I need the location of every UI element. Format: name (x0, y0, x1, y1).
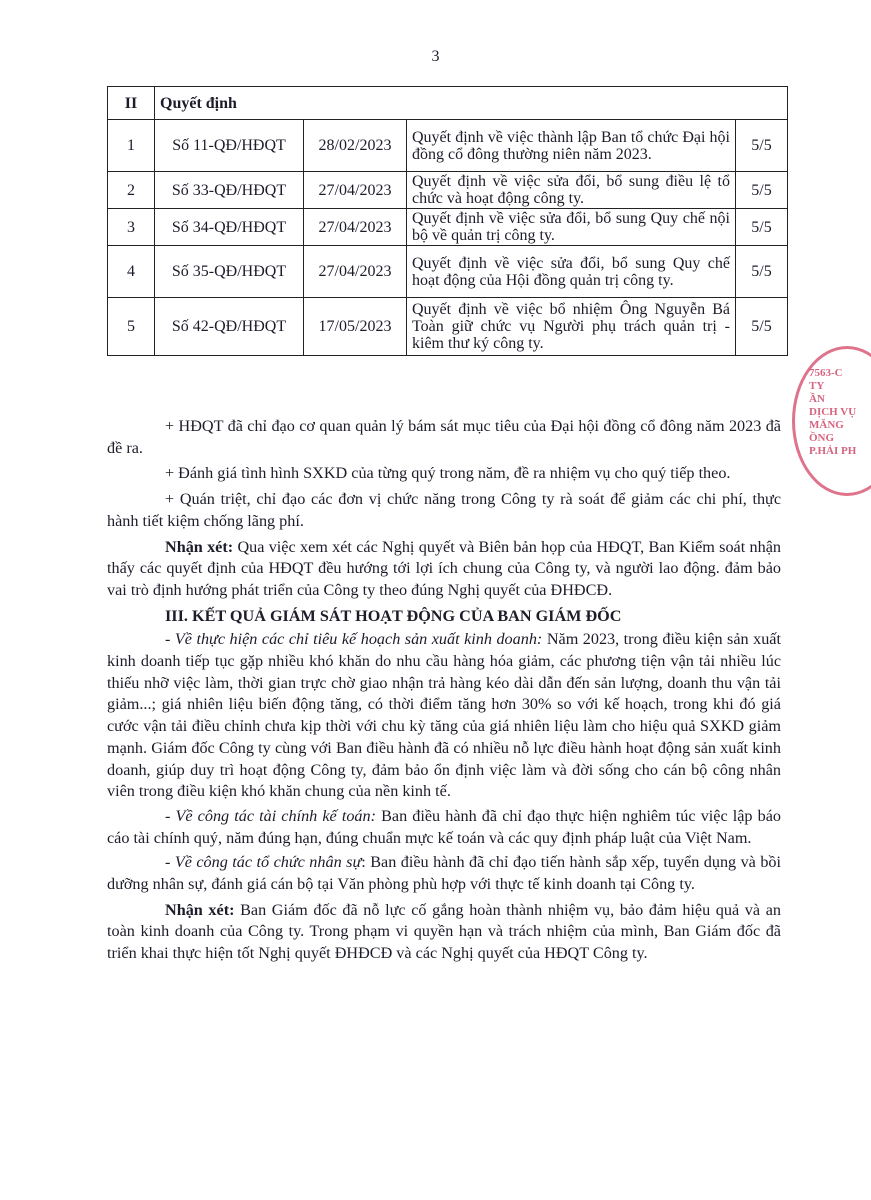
table-row (108, 120, 788, 172)
company-seal-stamp (792, 346, 871, 496)
decision-vote: 5/5 (736, 246, 788, 298)
decision-code: Số 34-QĐ/HĐQT (155, 209, 304, 246)
decision-content: Quyết định về việc bổ nhiệm Ông Nguyễn Bá Toàn giữ chức vụ Người phụ trách quản trị - kiêm thư ký công ty. (407, 298, 736, 356)
section-heading: III. KẾT QUẢ GIÁM SÁT HOẠT ĐỘNG CỦA BAN GIÁM ĐỐC (165, 606, 622, 625)
stamp-line: ỒNG (809, 432, 835, 444)
decision-date: 27/04/2023 (304, 209, 407, 246)
stamp-line: MĂNG (809, 419, 844, 431)
personnel-paragraph (107, 852, 781, 895)
decision-date: 28/02/2023 (304, 120, 407, 172)
decision-code: Số 33-QĐ/HĐQT (155, 172, 304, 209)
remark-text: Qua việc xem xét các Nghị quyết và Biên bản họp của HĐQT, Ban Kiểm soát nhận thấy các quyết định của HĐQT đều hướng tới lợi ích chung của Công ty, và người lao động. đảm bảo vai trò định hướng phát triển của Công ty theo đúng Nghị quyết của ĐHĐCĐ. (107, 537, 781, 599)
decision-date: 27/04/2023 (304, 246, 407, 298)
decision-date: 17/05/2023 (304, 298, 407, 356)
decision-content: Quyết định về việc sửa đổi, bổ sung Quy chế nội bộ về quản trị công ty. (407, 209, 736, 246)
decision-code: Số 42-QĐ/HĐQT (155, 298, 304, 356)
section-number: II (108, 87, 155, 120)
decision-content: Quyết định về việc thành lập Ban tổ chức Đại hội đồng cổ đông thường niên năm 2023. (407, 120, 736, 172)
stamp-line: ẦN (809, 393, 825, 405)
bullet-paragraph: + Quán triệt, chỉ đạo các đơn vị chức năng trong Công ty rà soát để giảm các chi phí, thực hành tiết kiệm chống lãng phí. (107, 490, 781, 530)
item-text: : Ban điều hành đã chỉ đạo tiến hành sắp xếp, tuyển dụng và bồi dưỡng nhân sự, đánh giá cán bộ tại Văn phòng phù hợp với thực tế kinh doanh tại Công ty. (107, 853, 782, 894)
finance-paragraph (107, 806, 781, 849)
decision-date: 27/04/2023 (304, 172, 407, 209)
decision-vote: 5/5 (736, 120, 788, 172)
item-label: - Về công tác tài chính kế toán: (165, 806, 376, 825)
stamp-line: DỊCH VỤ (809, 406, 857, 418)
bullet-paragraph: + Đánh giá tình hình SXKD của từng quý trong năm, đề ra nhiệm vụ cho quý tiếp theo. (165, 464, 731, 483)
stamp-line: 7563-C (809, 367, 843, 379)
decision-code: Số 35-QĐ/HĐQT (155, 246, 304, 298)
item-text: Năm 2023, trong điều kiện sản xuất kinh doanh tiếp tục gặp nhiều khó khăn do nhu cầu hàng hóa giảm, các phương tiện vận tải nhiều lúc thiếu nhỡ việc làm, thời gian trực chờ giao nhận trả hàng kéo dài dẫn đến sản lượng, doanh thu vận tải giảm...; giá nhiên liệu biến động tăng, có thời điểm tăng hơn 30% so với kế hoạch, trong khi đó giá cước vận tải điều chỉnh chưa kịp thời với chu kỳ tăng của giá nhiên liệu làm cho hiệu quả SXKD giảm mạnh. Giám đốc Công ty cùng với Ban điều hành đã có nhiều nỗ lực điều hành hoạt động sản xuất kinh doanh, giúp duy trì hoạt động Công ty, đảm bảo ổn định việc làm và đời sống cho cán bộ công nhân viên trong điều kiện khó khăn chung của nền kinh tế. (107, 630, 781, 801)
row-number: 2 (108, 172, 155, 209)
decision-code: Số 11-QĐ/HĐQT (155, 120, 304, 172)
decisions-table (107, 86, 788, 356)
decision-vote: 5/5 (736, 209, 788, 246)
decision-content: Quyết định về việc sửa đổi, bổ sung Quy chế hoạt động của Hội đồng quản trị công ty. (407, 246, 736, 298)
row-number: 5 (108, 298, 155, 356)
row-number: 4 (108, 246, 155, 298)
item-label: - Về công tác tổ chức nhân sự (165, 853, 362, 872)
management-remark-paragraph (107, 900, 781, 965)
bullet-paragraph: + HĐQT đã chỉ đạo cơ quan quản lý bám sát mục tiêu của Đại hội đồng cổ đông năm 2023 đã đề ra. (107, 417, 781, 457)
section-title: Quyết định (155, 87, 788, 120)
report-body (107, 416, 781, 969)
item-text: Ban điều hành đã chỉ đạo thực hiện nghiêm túc việc lập báo cáo tài chính quý, năm đúng hạn, đúng chuẩn mực kế toán và các quy định pháp luật của Việt Nam. (107, 806, 781, 847)
remark-label: Nhận xét: (165, 900, 235, 919)
decision-vote: 5/5 (736, 172, 788, 209)
remark-label: Nhận xét: (165, 537, 234, 556)
row-number: 1 (108, 120, 155, 172)
stamp-line: TY (809, 380, 825, 392)
table-section-header (108, 87, 788, 120)
row-number: 3 (108, 209, 155, 246)
stamp-line: P.HẢI PH (809, 445, 857, 457)
decision-content: Quyết định về việc sửa đổi, bổ sung điều lệ tổ chức và hoạt động công ty. (407, 172, 736, 209)
table-row (108, 246, 788, 298)
business-plan-paragraph (107, 629, 781, 803)
page-number: 3 (431, 48, 440, 65)
table-row (108, 209, 788, 246)
table-row (108, 172, 788, 209)
decision-vote: 5/5 (736, 298, 788, 356)
table-row (108, 298, 788, 356)
remark-text: Ban Giám đốc đã nỗ lực cố gắng hoàn thành nhiệm vụ, bảo đảm hiệu quả và an toàn kinh doanh của Công ty. Trong phạm vi quyền hạn và trách nhiệm của mình, Ban Giám đốc đã triển khai thực hiện tốt Nghị quyết ĐHĐCĐ và các Nghị quyết của HĐQT Công ty. (107, 900, 781, 963)
board-remark-paragraph (107, 537, 781, 602)
item-label: - Về thực hiện các chỉ tiêu kế hoạch sản xuất kinh doanh: (165, 630, 543, 649)
